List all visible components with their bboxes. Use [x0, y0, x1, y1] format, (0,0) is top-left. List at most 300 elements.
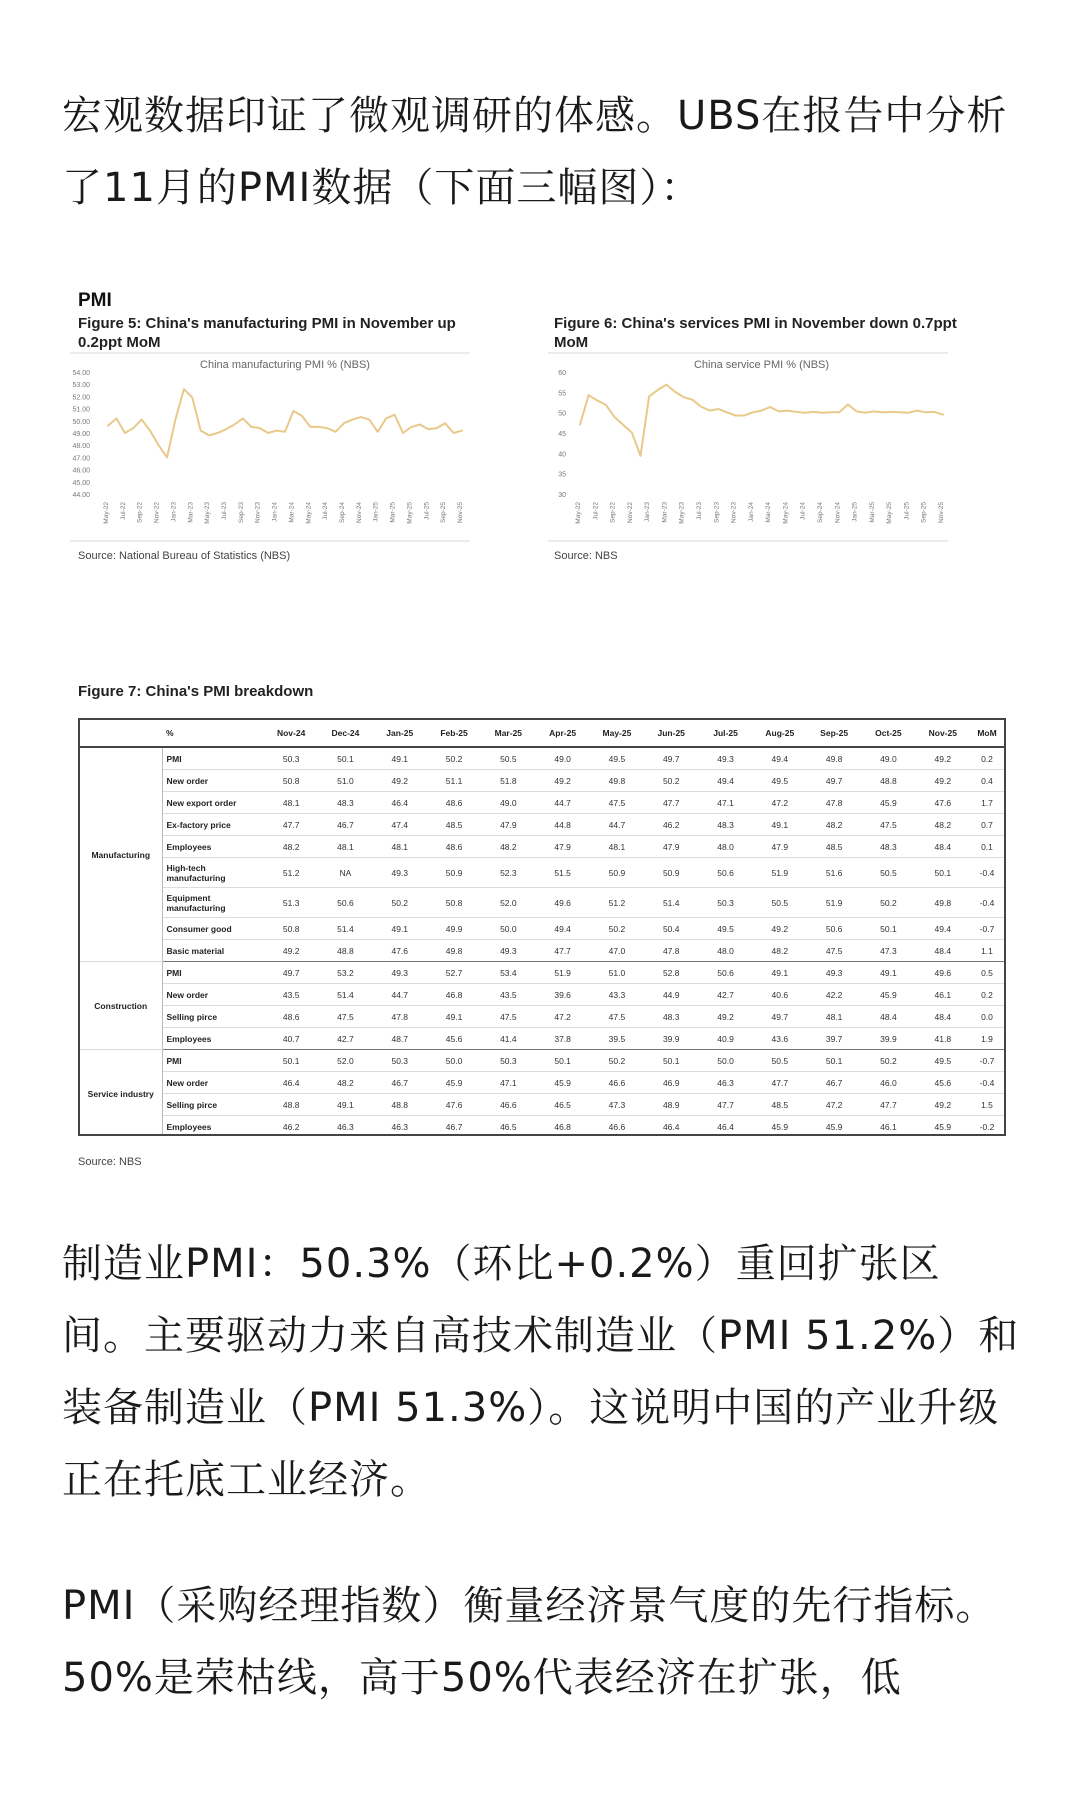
y-tick-label: 48.00 [72, 443, 90, 451]
table-row [80, 1006, 1004, 1028]
mom-cell: 1.5 [970, 1094, 1004, 1116]
pmi-definition-paragraph: PMI（采购经理指数）衡量经济景气度的先行指标。50%是荣枯线，高于50%代表经济在扩张，低 [62, 1583, 997, 1701]
value-cell: 48.8 [264, 1094, 318, 1116]
value-cell: 49.5 [590, 747, 644, 770]
value-cell: 41.4 [481, 1028, 535, 1050]
x-tick-label: Nov-22 [626, 502, 634, 523]
x-tick-label: Jul-25 [903, 502, 911, 520]
value-cell: 48.3 [698, 814, 752, 836]
x-tick-label: Nov-25 [938, 502, 945, 523]
x-tick-label: Nov-24 [355, 502, 363, 523]
value-cell: 46.9 [644, 1072, 698, 1094]
sector-column-header [80, 720, 162, 747]
value-cell: 46.1 [916, 984, 970, 1006]
value-cell: 44.7 [535, 792, 589, 814]
value-cell: 47.5 [861, 814, 915, 836]
value-cell: 46.4 [644, 1116, 698, 1137]
value-cell: 50.1 [644, 1050, 698, 1072]
value-cell: 50.2 [861, 888, 915, 918]
value-cell: 46.4 [264, 1072, 318, 1094]
x-tick-label: Jul-24 [322, 502, 330, 520]
value-cell: 49.3 [373, 858, 427, 888]
value-cell: 51.6 [807, 858, 861, 888]
x-tick-label: Mar-25 [868, 502, 876, 523]
x-tick-label: Mar-24 [288, 502, 296, 523]
value-cell: 47.6 [916, 792, 970, 814]
value-cell: 49.1 [861, 962, 915, 984]
x-tick-label: Sep-23 [713, 502, 721, 523]
value-cell: 49.0 [481, 792, 535, 814]
column-header: Apr-25 [535, 720, 589, 747]
table-row [80, 940, 1004, 962]
value-cell: 44.7 [373, 984, 427, 1006]
y-tick-label: 47.00 [72, 455, 90, 463]
indicator-label: Employees [162, 1028, 264, 1050]
value-cell: 49.2 [916, 1094, 970, 1116]
column-header: Feb-25 [427, 720, 481, 747]
indicator-label: PMI [162, 962, 264, 984]
value-cell: 46.3 [318, 1116, 372, 1137]
value-cell: 51.3 [264, 888, 318, 918]
value-cell: 48.0 [698, 940, 752, 962]
mom-cell: 0.4 [970, 770, 1004, 792]
figure6-source: Source: NBS [554, 550, 618, 562]
value-cell: 45.6 [916, 1072, 970, 1094]
y-tick-label: 46.00 [72, 467, 90, 475]
column-header: Aug-25 [753, 720, 807, 747]
value-cell: 53.4 [481, 962, 535, 984]
x-tick-label: Mar-25 [389, 502, 397, 523]
value-cell: 48.1 [264, 792, 318, 814]
indicator-label: New export order [162, 792, 264, 814]
mom-cell: 0.2 [970, 984, 1004, 1006]
table-row [80, 1116, 1004, 1137]
value-cell: 43.6 [753, 1028, 807, 1050]
value-cell: 50.2 [373, 888, 427, 918]
value-cell: 47.1 [481, 1072, 535, 1094]
mom-cell: -0.7 [970, 1050, 1004, 1072]
value-cell: 47.3 [861, 940, 915, 962]
x-tick-label: Jan-23 [644, 502, 652, 522]
figure5-source: Source: National Bureau of Statistics (NBS) [78, 550, 291, 562]
value-cell: 49.0 [861, 747, 915, 770]
value-cell: 50.5 [481, 747, 535, 770]
value-cell: 45.9 [753, 1116, 807, 1137]
value-cell: 45.9 [861, 792, 915, 814]
indicator-label: Equipment manufacturing [162, 888, 264, 918]
value-cell: 50.2 [644, 770, 698, 792]
x-tick-label: Jul-24 [799, 502, 807, 520]
indicator-label: Basic material [162, 940, 264, 962]
figure6-title: Figure 6: China's services PMI in November down 0.7ppt MoM [554, 315, 957, 351]
column-header: Jun-25 [644, 720, 698, 747]
value-cell: 48.2 [916, 814, 970, 836]
x-tick-label: Jan-25 [851, 502, 859, 522]
x-tick-label: May-24 [305, 502, 313, 524]
value-cell: 42.7 [698, 984, 752, 1006]
value-cell: 47.7 [264, 814, 318, 836]
value-cell: 47.7 [535, 940, 589, 962]
value-cell: 40.9 [698, 1028, 752, 1050]
value-cell: 47.9 [481, 814, 535, 836]
value-cell: 49.4 [535, 918, 589, 940]
value-cell: 50.8 [264, 918, 318, 940]
value-cell: 41.8 [916, 1028, 970, 1050]
mom-cell: 0.7 [970, 814, 1004, 836]
value-cell: 49.7 [807, 770, 861, 792]
value-cell: 46.7 [373, 1072, 427, 1094]
value-cell: 46.2 [644, 814, 698, 836]
x-tick-label: Mar-24 [765, 502, 773, 523]
table-row [80, 858, 1004, 888]
column-header: Dec-24 [318, 720, 372, 747]
value-cell: 52.3 [481, 858, 535, 888]
value-cell: 45.9 [427, 1072, 481, 1094]
value-cell: 50.2 [590, 1050, 644, 1072]
x-tick-label: Sep-22 [136, 502, 144, 523]
x-tick-label: Jul-22 [592, 502, 600, 520]
pmi-figure-image [70, 270, 1010, 1190]
value-cell: 48.2 [318, 1072, 372, 1094]
value-cell: 51.8 [481, 770, 535, 792]
value-cell: 47.0 [590, 940, 644, 962]
value-cell: 48.6 [264, 1006, 318, 1028]
table-row [80, 1072, 1004, 1094]
y-tick-label: 53.00 [72, 382, 90, 390]
mom-cell: 1.9 [970, 1028, 1004, 1050]
indicator-label: Consumer good [162, 918, 264, 940]
value-cell: 46.3 [373, 1116, 427, 1137]
value-cell: 46.7 [318, 814, 372, 836]
x-tick-label: Jan-23 [170, 502, 178, 522]
x-tick-label: Sep-24 [339, 502, 346, 523]
value-cell: 49.1 [318, 1094, 372, 1116]
value-cell: 49.8 [807, 747, 861, 770]
value-cell: 50.1 [535, 1050, 589, 1072]
mom-cell: 0.1 [970, 836, 1004, 858]
value-cell: 52.0 [481, 888, 535, 918]
value-cell: 48.2 [264, 836, 318, 858]
value-cell: 47.9 [535, 836, 589, 858]
y-tick-label: 54.00 [72, 370, 90, 377]
value-cell: 48.6 [427, 836, 481, 858]
mom-cell: -0.7 [970, 918, 1004, 940]
y-tick-label: 60 [558, 370, 566, 377]
value-cell: 47.5 [318, 1006, 372, 1028]
value-cell: 39.6 [535, 984, 589, 1006]
y-tick-label: 49.00 [72, 431, 90, 438]
column-header: Jan-25 [373, 720, 427, 747]
value-cell: 40.7 [264, 1028, 318, 1050]
sector-label: Service industry [80, 1050, 162, 1137]
x-tick-label: Jul-23 [696, 502, 703, 520]
value-cell: 46.6 [590, 1116, 644, 1137]
pmi-series-line [108, 389, 462, 457]
value-cell: 43.5 [481, 984, 535, 1006]
indicator-label: Ex-factory price [162, 814, 264, 836]
value-cell: 48.4 [916, 1006, 970, 1028]
value-cell: 49.4 [916, 918, 970, 940]
value-cell: 52.0 [318, 1050, 372, 1072]
value-cell: 46.0 [861, 1072, 915, 1094]
indicator-label: New order [162, 984, 264, 1006]
value-cell: 47.1 [698, 792, 752, 814]
value-cell: 51.9 [535, 962, 589, 984]
value-cell: 47.2 [753, 792, 807, 814]
table-row [80, 836, 1004, 858]
value-cell: 50.5 [861, 858, 915, 888]
x-tick-label: Nov-25 [457, 502, 464, 523]
y-tick-label: 40 [558, 451, 566, 459]
x-tick-label: Sep-24 [817, 502, 824, 523]
value-cell: 51.1 [427, 770, 481, 792]
value-cell: 47.5 [590, 1006, 644, 1028]
x-tick-label: May-22 [103, 502, 110, 524]
value-cell: 48.1 [373, 836, 427, 858]
table-row [80, 792, 1004, 814]
value-cell: 50.1 [264, 1050, 318, 1072]
column-header: Sep-25 [807, 720, 861, 747]
value-cell: 48.7 [373, 1028, 427, 1050]
value-cell: 47.2 [807, 1094, 861, 1116]
value-cell: 49.8 [427, 940, 481, 962]
value-cell: 52.8 [644, 962, 698, 984]
value-cell: 50.1 [861, 918, 915, 940]
table-row [80, 770, 1004, 792]
table-row [80, 984, 1004, 1006]
y-tick-label: 45 [558, 431, 566, 438]
indicator-label: New order [162, 770, 264, 792]
value-cell: 49.8 [916, 888, 970, 918]
value-cell: 48.5 [427, 814, 481, 836]
intro-paragraph: 宏观数据印证了微观调研的体感。UBS在报告中分析了11月的PMI数据（下面三幅图）： [62, 93, 1008, 211]
value-cell: 47.2 [535, 1006, 589, 1028]
indicator-label: Selling pirce [162, 1006, 264, 1028]
value-cell: 48.1 [318, 836, 372, 858]
value-cell: 48.3 [318, 792, 372, 814]
value-cell: 50.6 [807, 918, 861, 940]
pmi-series-line [580, 385, 943, 456]
value-cell: 50.5 [753, 1050, 807, 1072]
value-cell: 49.3 [807, 962, 861, 984]
table-row [80, 814, 1004, 836]
sector-label: Construction [80, 962, 162, 1050]
column-header: May-25 [590, 720, 644, 747]
value-cell: 48.8 [861, 770, 915, 792]
value-cell: 50.8 [427, 888, 481, 918]
value-cell: 48.1 [807, 1006, 861, 1028]
value-cell: 44.7 [590, 814, 644, 836]
value-cell: 49.8 [590, 770, 644, 792]
value-cell: 49.1 [427, 1006, 481, 1028]
table-row [80, 918, 1004, 940]
table-row [80, 962, 1004, 984]
x-tick-label: Jul-22 [119, 502, 127, 520]
value-cell: 47.9 [753, 836, 807, 858]
y-tick-label: 50.00 [72, 418, 90, 426]
value-cell: 50.3 [698, 888, 752, 918]
value-cell: 50.2 [427, 747, 481, 770]
x-tick-label: May-25 [886, 502, 894, 524]
column-header: Mar-25 [481, 720, 535, 747]
value-cell: 47.5 [481, 1006, 535, 1028]
value-cell: 46.1 [861, 1116, 915, 1137]
y-tick-label: 45.00 [72, 479, 90, 487]
value-cell: 44.8 [535, 814, 589, 836]
value-cell: 49.4 [698, 770, 752, 792]
value-cell: 47.6 [427, 1094, 481, 1116]
value-cell: 49.1 [753, 962, 807, 984]
x-tick-label: May-22 [575, 502, 582, 524]
services-pmi-chart [548, 352, 948, 542]
value-cell: 48.2 [481, 836, 535, 858]
y-tick-label: 50 [558, 410, 566, 418]
value-cell: 49.2 [264, 940, 318, 962]
value-cell: 48.4 [861, 1006, 915, 1028]
column-header: Jul-25 [698, 720, 752, 747]
value-cell: 49.0 [535, 747, 589, 770]
value-cell: 47.9 [644, 836, 698, 858]
indicator-label: Employees [162, 1116, 264, 1137]
value-cell: 49.2 [373, 770, 427, 792]
x-tick-label: Nov-23 [254, 502, 262, 523]
value-cell: 48.2 [753, 940, 807, 962]
value-cell: 48.9 [644, 1094, 698, 1116]
value-cell: 50.3 [373, 1050, 427, 1072]
value-cell: 49.5 [698, 918, 752, 940]
value-cell: 51.9 [807, 888, 861, 918]
x-tick-label: Jan-25 [372, 502, 380, 522]
value-cell: 47.3 [590, 1094, 644, 1116]
column-header: Nov-25 [916, 720, 970, 747]
value-cell: 45.9 [807, 1116, 861, 1137]
value-cell: 45.9 [916, 1116, 970, 1137]
value-cell: 49.9 [427, 918, 481, 940]
y-tick-label: 55 [558, 390, 566, 398]
y-tick-label: 35 [558, 471, 566, 479]
y-tick-label: 44.00 [72, 492, 90, 499]
mom-cell: -0.2 [970, 1116, 1004, 1137]
value-cell: 47.8 [644, 940, 698, 962]
value-cell: 49.2 [916, 747, 970, 770]
x-tick-label: Sep-22 [609, 502, 617, 523]
value-cell: 49.2 [753, 918, 807, 940]
value-cell: 47.5 [590, 792, 644, 814]
value-cell: 51.9 [753, 858, 807, 888]
value-cell: 48.6 [427, 792, 481, 814]
value-cell: 47.7 [698, 1094, 752, 1116]
pmi-breakdown-table [78, 718, 1006, 1136]
value-cell: 45.9 [535, 1072, 589, 1094]
value-cell: 50.0 [698, 1050, 752, 1072]
value-cell: 39.5 [590, 1028, 644, 1050]
value-cell: 47.8 [373, 1006, 427, 1028]
value-cell: 51.0 [590, 962, 644, 984]
figure7-title: Figure 7: China's PMI breakdown [78, 683, 314, 700]
value-cell: 49.7 [753, 1006, 807, 1028]
value-cell: 48.8 [318, 940, 372, 962]
value-cell: 49.6 [916, 962, 970, 984]
value-cell: 46.5 [535, 1094, 589, 1116]
value-cell: NA [318, 858, 372, 888]
value-cell: 47.7 [753, 1072, 807, 1094]
indicator-label: Selling pirce [162, 1094, 264, 1116]
value-cell: 39.9 [861, 1028, 915, 1050]
value-cell: 49.3 [373, 962, 427, 984]
mom-cell: 0.2 [970, 747, 1004, 770]
table-row [80, 888, 1004, 918]
value-cell: 48.4 [916, 940, 970, 962]
x-tick-label: May-24 [782, 502, 790, 524]
value-cell: 51.2 [264, 858, 318, 888]
x-tick-label: Mar-23 [661, 502, 669, 523]
sector-label: Manufacturing [80, 747, 162, 962]
indicator-label: Employees [162, 836, 264, 858]
value-cell: 50.3 [481, 1050, 535, 1072]
value-cell: 49.7 [644, 747, 698, 770]
value-cell: 49.1 [753, 814, 807, 836]
mom-cell: 1.1 [970, 940, 1004, 962]
x-tick-label: Sep-25 [920, 502, 928, 523]
indicator-label: PMI [162, 747, 264, 770]
value-cell: 48.8 [373, 1094, 427, 1116]
value-cell: 49.3 [481, 940, 535, 962]
mom-cell: -0.4 [970, 1072, 1004, 1094]
value-cell: 47.5 [807, 940, 861, 962]
value-cell: 50.0 [427, 1050, 481, 1072]
x-tick-label: May-23 [678, 502, 686, 524]
x-tick-label: Nov-22 [153, 502, 161, 523]
value-cell: 50.5 [753, 888, 807, 918]
value-cell: 50.1 [318, 747, 372, 770]
value-cell: 48.5 [753, 1094, 807, 1116]
value-cell: 50.1 [807, 1050, 861, 1072]
figure-heading: PMI [78, 290, 112, 311]
value-cell: 50.9 [644, 858, 698, 888]
column-header: % [162, 720, 264, 747]
x-tick-label: Sep-25 [440, 502, 448, 523]
value-cell: 46.8 [535, 1116, 589, 1137]
x-tick-label: May-25 [406, 502, 414, 524]
table-row [80, 1094, 1004, 1116]
value-cell: 49.2 [916, 770, 970, 792]
value-cell: 51.5 [535, 858, 589, 888]
value-cell: 39.7 [807, 1028, 861, 1050]
chart-title: China manufacturing PMI % (NBS) [200, 359, 370, 371]
x-tick-label: Jan-24 [747, 502, 755, 522]
figure7-source: Source: NBS [78, 1156, 142, 1168]
value-cell: 50.8 [264, 770, 318, 792]
value-cell: 37.8 [535, 1028, 589, 1050]
value-cell: 49.2 [698, 1006, 752, 1028]
column-header: MoM [970, 720, 1004, 747]
y-tick-label: 30 [558, 492, 566, 499]
value-cell: 50.6 [698, 858, 752, 888]
value-cell: 49.3 [698, 747, 752, 770]
value-cell: 50.0 [481, 918, 535, 940]
table-row [80, 747, 1004, 770]
figure5-title: Figure 5: China's manufacturing PMI in November up 0.2ppt MoM [78, 315, 456, 351]
value-cell: 50.9 [427, 858, 481, 888]
value-cell: 46.6 [481, 1094, 535, 1116]
x-tick-label: Jul-23 [221, 502, 228, 520]
x-tick-label: Sep-23 [237, 502, 245, 523]
value-cell: 49.1 [373, 747, 427, 770]
value-cell: 49.5 [916, 1050, 970, 1072]
value-cell: 46.5 [481, 1116, 535, 1137]
value-cell: 48.3 [644, 1006, 698, 1028]
column-header: Oct-25 [861, 720, 915, 747]
